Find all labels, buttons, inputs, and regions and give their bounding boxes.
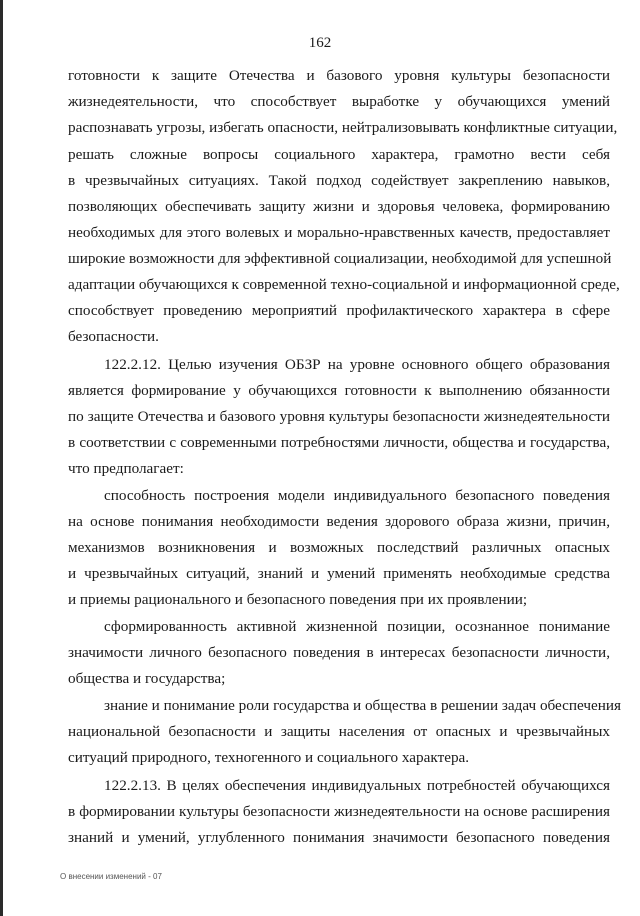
text-line: механизмов возникновения и возможных последствий различных опасных [68,539,610,556]
text-line: в соответствии с современными потребностями личности, общества и государства, [68,434,610,451]
paragraph-heading-122-2-12: 122.2.12. Целью изучения ОБЗР на уровне основного общего образования [104,356,610,373]
text-line: знаний и умений, углубленного понимания значимости безопасного поведения [68,829,610,846]
text-line: способность построения модели индивидуального безопасного поведения [104,487,610,504]
text-line: общества и государства; [68,670,226,687]
text-line: безопасности. [68,328,159,345]
text-line: готовности к защите Отечества и базового уровня культуры безопасности [68,67,610,84]
page-edge [0,0,3,916]
page-number: 162 [308,35,332,51]
footer-note: О внесении изменений - 07 [60,872,162,881]
text-line: национальной безопасности и защиты населения от опасных и чрезвычайных [68,723,610,740]
text-line: жизнедеятельности, что способствует выработке у обучающихся умений [68,93,610,110]
text-line: необходимых для этого волевых и морально-нравственных качеств, предоставляет [68,224,610,241]
text-line: знание и понимание роли государства и общества в решении задач обеспечения [104,697,622,714]
text-line: распознавать угрозы, избегать опасности, нейтрализовывать конфликтные ситуации, [68,119,618,136]
text-line: широкие возможности для эффективной социализации, необходимой для успешной [68,250,612,267]
text-line: решать сложные вопросы социального характера, грамотно вести себя [68,146,610,163]
text-line: позволяющих обеспечивать защиту жизни и здоровья человека, формированию [68,198,610,215]
text-line: способствует проведению мероприятий профилактического характера в сфере [68,302,610,319]
text-line: что предполагает: [68,460,184,477]
text-line: по защите Отечества и базового уровня культуры безопасности жизнедеятельности [68,408,610,425]
paragraph-heading-122-2-13: 122.2.13. В целях обеспечения индивидуальных потребностей обучающихся [104,777,610,794]
text-line: на основе понимания необходимости ведения здорового образа жизни, причин, [68,513,610,530]
text-line: в формировании культуры безопасности жизнедеятельности на основе расширения [68,803,610,820]
text-line: и приемы рационального и безопасного поведения при их проявлении; [68,591,528,608]
text-line: значимости личного безопасного поведения в интересах безопасности личности, [68,644,610,661]
text-line: ситуаций природного, техногенного и социального характера. [68,749,470,766]
text-line: является формирование у обучающихся готовности к выполнению обязанности [68,382,610,399]
text-line: сформированность активной жизненной позиции, осознанное понимание [104,618,610,635]
text-line: и чрезвычайных ситуаций, знаний и умений применять необходимые средства [68,565,610,582]
text-line: адаптации обучающихся к современной техно-социальной и информационной среде, [68,276,620,293]
text-line: в чрезвычайных ситуациях. Такой подход содействует закреплению навыков, [68,172,610,189]
